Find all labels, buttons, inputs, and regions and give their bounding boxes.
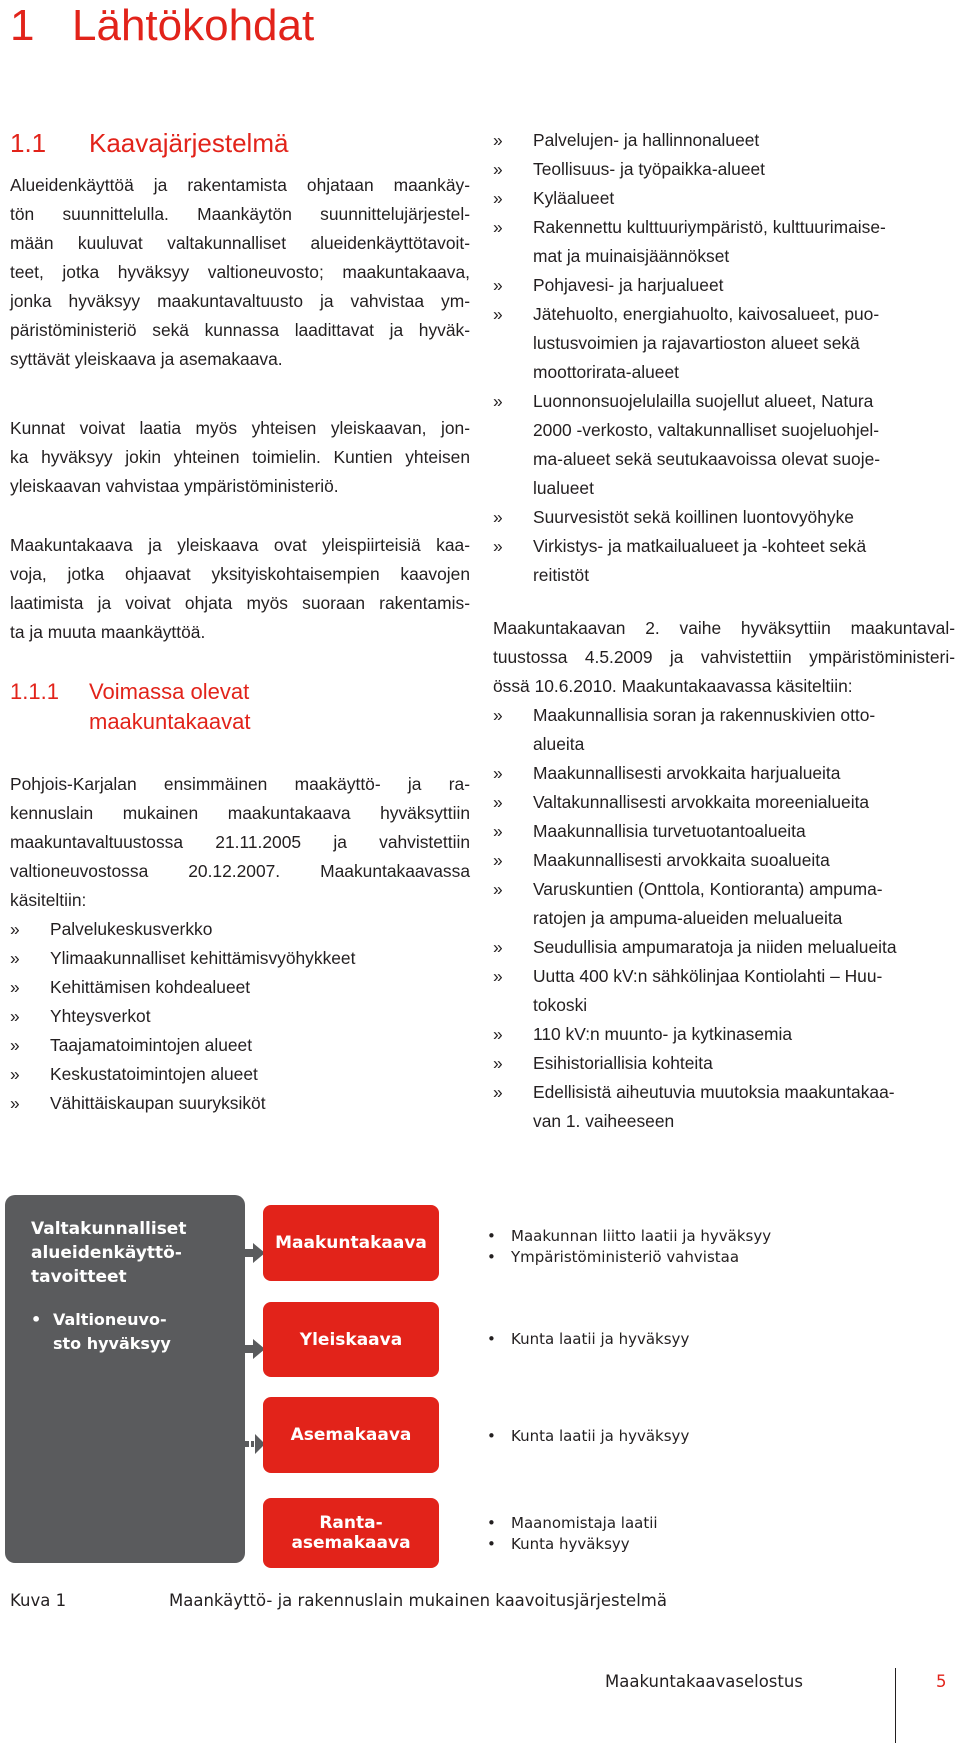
subsection-title-line: Voimassa olevat <box>89 679 250 704</box>
bullet-marker: » <box>493 536 503 556</box>
bullet-marker: » <box>10 948 20 968</box>
chapter-title-text: Lähtökohdat <box>72 1 315 50</box>
list-item: » Yhteysverkot <box>10 1002 355 1031</box>
list-item: » Teollisuus- ja työpaikka-alueet <box>493 155 886 184</box>
note-item: • Maakunnan liitto laatii ja hyväksyy <box>487 1227 772 1245</box>
list-land-use-categories <box>493 126 886 590</box>
bullet-marker: » <box>493 1024 503 1044</box>
list-item: » Valtakunnallisesti arvokkaita moreenialueita <box>493 788 897 817</box>
general-plan-box: Yleiskaava <box>263 1302 439 1377</box>
planning-system-diagram <box>0 1195 960 1590</box>
list-item: » Esihistoriallisia kohteita <box>493 1049 897 1078</box>
list-item: » Rakennettu kulttuuriympäristö, kulttuurimaise- mat ja muinaisjäännökset <box>493 213 886 271</box>
text-line: maakuntavaltuustossa 21.11.2005 ja vahvistettiin <box>10 832 470 852</box>
text-line: ka hyväksyy jokin yhteinen toimielin. Kuntien yhteisen <box>10 447 470 467</box>
regional-plan-box: Maakuntakaava <box>263 1205 439 1281</box>
text-line: tön suunnittelulla. Maankäytön suunnittelujärjestel- <box>10 204 470 224</box>
list-item: » Ylimaakunnalliset kehittämisvyöhykkeet <box>10 944 355 973</box>
page-number: 5 <box>936 1672 947 1691</box>
list-item: » Maakunnallisia turvetuotantoalueita <box>493 817 897 846</box>
bullet-marker: » <box>10 1035 20 1055</box>
regional-plan-notes <box>485 1226 771 1268</box>
chapter-title <box>10 0 314 52</box>
text-line: Alueidenkäyttöä ja rakentamista ohjataan maankäy- <box>10 175 470 195</box>
text-line: össä 10.6.2010. Maakuntakaavassa käsiteltiin: <box>493 676 853 696</box>
list-item: » Vähittäiskaupan suuryksiköt <box>10 1089 355 1118</box>
text-line: mään kuuluvat valtakunnalliset alueidenkäyttötavoit- <box>10 233 470 253</box>
subsection-title <box>89 677 250 737</box>
note-item: • Maanomistaja laatii <box>487 1514 658 1532</box>
bullet-marker: » <box>493 275 503 295</box>
text-line: Kunnat voivat laatia myös yhteisen yleiskaavan, jon- <box>10 418 470 438</box>
text-line: Maakuntakaava ja yleiskaava ovat yleispiirteisiä kaa- <box>10 535 470 555</box>
note-item: • Kunta laatii ja hyväksyy <box>487 1427 690 1445</box>
text-line: kennuslain mukainen maakuntakaava hyväksyttiin <box>10 803 470 823</box>
section-title: Kaavajärjestelmä <box>89 128 289 158</box>
bullet-marker: » <box>493 966 503 986</box>
text-line: valtioneuvostossa 20.12.2007. Maakuntakaavassa <box>10 861 470 881</box>
bullet-marker: » <box>493 1082 503 1102</box>
list-item: » Uutta 400 kV:n sähkölinjaa Kontiolahti – Huu- tokoski <box>493 962 897 1020</box>
bullet-marker: » <box>493 1053 503 1073</box>
list-item: » Varuskuntien (Onttola, Kontioranta) ampuma- ratojen ja ampuma-alueiden melualueita <box>493 875 897 933</box>
list-item: » Maakunnallisia soran ja rakennuskivien otto- alueita <box>493 701 897 759</box>
paragraph-1 <box>10 171 470 374</box>
arrow-right-icon <box>245 1336 265 1362</box>
bullet-marker: » <box>493 821 503 841</box>
paragraph-3 <box>10 531 470 647</box>
text-line: jonka hyväksyy maakuntavaltuusto ja vahvistaa ym- <box>10 291 470 311</box>
bullet-marker: » <box>493 130 503 150</box>
note-item: • Kunta hyväksyy <box>487 1535 630 1553</box>
bullet-marker: » <box>493 304 503 324</box>
list-item: » Suurvesistöt sekä koillinen luontovyöhyke <box>493 503 886 532</box>
text-line: teet, jotka hyväksyy valtioneuvosto; maakuntakaava, <box>10 262 470 282</box>
bullet-marker: » <box>10 919 20 939</box>
list-item: » Seudullisia ampumaratoja ja niiden melualueita <box>493 933 897 962</box>
text-line: Maakuntakaavan 2. vaihe hyväksyttiin maakuntaval- <box>493 618 955 638</box>
figure-label: Kuva 1 <box>10 1591 67 1610</box>
list-item: » Luonnonsuojelulailla suojellut alueet, Natura 2000 -verkosto, valtakunnalliset suojeluohjel- ma-alueet sekä seutukaavoissa olevat suoje- lualueet <box>493 387 886 503</box>
dashed-arrow-right-icon <box>245 1431 265 1457</box>
text-line: Pohjois-Karjalan ensimmäinen maakäyttö- ja ra- <box>10 774 470 794</box>
text-line: voja, jotka ohjaavat yksityiskohtaisempien kaavojen <box>10 564 470 584</box>
bullet-marker: » <box>493 705 503 725</box>
list-item: » Pohjavesi- ja harjualueet <box>493 271 886 300</box>
list-first-stage <box>10 915 355 1118</box>
bullet-marker: » <box>493 792 503 812</box>
list-item: » Kehittämisen kohdealueet <box>10 973 355 1002</box>
list-item: » Maakunnallisesti arvokkaita harjualueita <box>493 759 897 788</box>
footer-divider <box>895 1668 896 1743</box>
section-number: 1.1 <box>10 128 47 158</box>
list-item: » Palvelukeskusverkko <box>10 915 355 944</box>
note-item: • Ympäristöministeriö vahvistaa <box>487 1248 740 1266</box>
text-line: yleiskaavan vahvistaa ympäristöministeriö. <box>10 476 339 496</box>
text-line: käsiteltiin: <box>10 890 87 910</box>
bullet-marker: » <box>493 850 503 870</box>
text-line: ta ja muuta maankäyttöä. <box>10 622 206 642</box>
bullet-marker: » <box>493 879 503 899</box>
text-line: tuustossa 4.5.2009 ja vahvistettiin ympäristöministeri- <box>493 647 955 667</box>
bullet-dot: • <box>31 1310 42 1329</box>
list-item: » Virkistys- ja matkailualueet ja -kohteet sekä reitistöt <box>493 532 886 590</box>
detailed-plan-notes <box>485 1426 689 1447</box>
shore-plan-notes <box>485 1513 658 1555</box>
arrow-right-icon <box>245 1240 265 1266</box>
subsection-title-line: maakuntakaavat <box>89 709 251 734</box>
list-item: » Keskustatoimintojen alueet <box>10 1060 355 1089</box>
detailed-plan-box: Asemakaava <box>263 1397 439 1473</box>
paragraph-4 <box>10 770 470 915</box>
shore-plan-box: Ranta-asemakaava <box>263 1498 439 1568</box>
list-second-stage <box>493 701 897 1136</box>
text-line: laatimista ja voivat ohjata myös suoraan rakentamis- <box>10 593 470 613</box>
bullet-marker: » <box>10 1064 20 1084</box>
list-item: » Edellisistä aiheutuvia muutoksia maakuntakaa- van 1. vaiheeseen <box>493 1078 897 1136</box>
bullet-marker: » <box>10 977 20 997</box>
bullet-marker: » <box>493 763 503 783</box>
figure-caption-text: Maankäyttö- ja rakennuslain mukainen kaavoitusjärjestelmä <box>169 1591 667 1610</box>
paragraph-2 <box>10 414 470 501</box>
note-item: • Kunta laatii ja hyväksyy <box>487 1330 690 1348</box>
bullet-marker: » <box>493 391 503 411</box>
bullet-marker: » <box>493 159 503 179</box>
paragraph-5 <box>493 614 955 701</box>
footer-document-title: Maakuntakaavaselostus <box>605 1672 803 1691</box>
bullet-marker: » <box>493 188 503 208</box>
list-item: » Kyläalueet <box>493 184 886 213</box>
list-item: » Palvelujen- ja hallinnonalueet <box>493 126 886 155</box>
national-objectives-box: Valtakunnalliset alueidenkäyttö- tavoitteet • Valtioneuvo- sto hyväksyy <box>5 1195 245 1563</box>
general-plan-notes <box>485 1329 689 1350</box>
bullet-marker: » <box>493 937 503 957</box>
bullet-marker: » <box>493 507 503 527</box>
chapter-number: 1 <box>10 1 35 50</box>
list-item: » Maakunnallisesti arvokkaita suoalueita <box>493 846 897 875</box>
text-line: päristöministeriö sekä kunnassa laadittavat ja hyväk- <box>10 320 470 340</box>
national-objectives-title: Valtakunnalliset alueidenkäyttö- tavoitteet <box>31 1219 187 1287</box>
bullet-marker: » <box>10 1006 20 1026</box>
list-item: » 110 kV:n muunto- ja kytkinasemia <box>493 1020 897 1049</box>
bullet-marker: » <box>10 1093 20 1113</box>
text-line: syttävät yleiskaava ja asemakaava. <box>10 349 283 369</box>
list-item: » Jätehuolto, energiahuolto, kaivosalueet, puo- lustusvoimien ja rajavartioston alueet sekä moottorirata-alueet <box>493 300 886 387</box>
subsection-number: 1.1.1 <box>10 679 59 704</box>
bullet-marker: » <box>493 217 503 237</box>
list-item: » Taajamatoimintojen alueet <box>10 1031 355 1060</box>
